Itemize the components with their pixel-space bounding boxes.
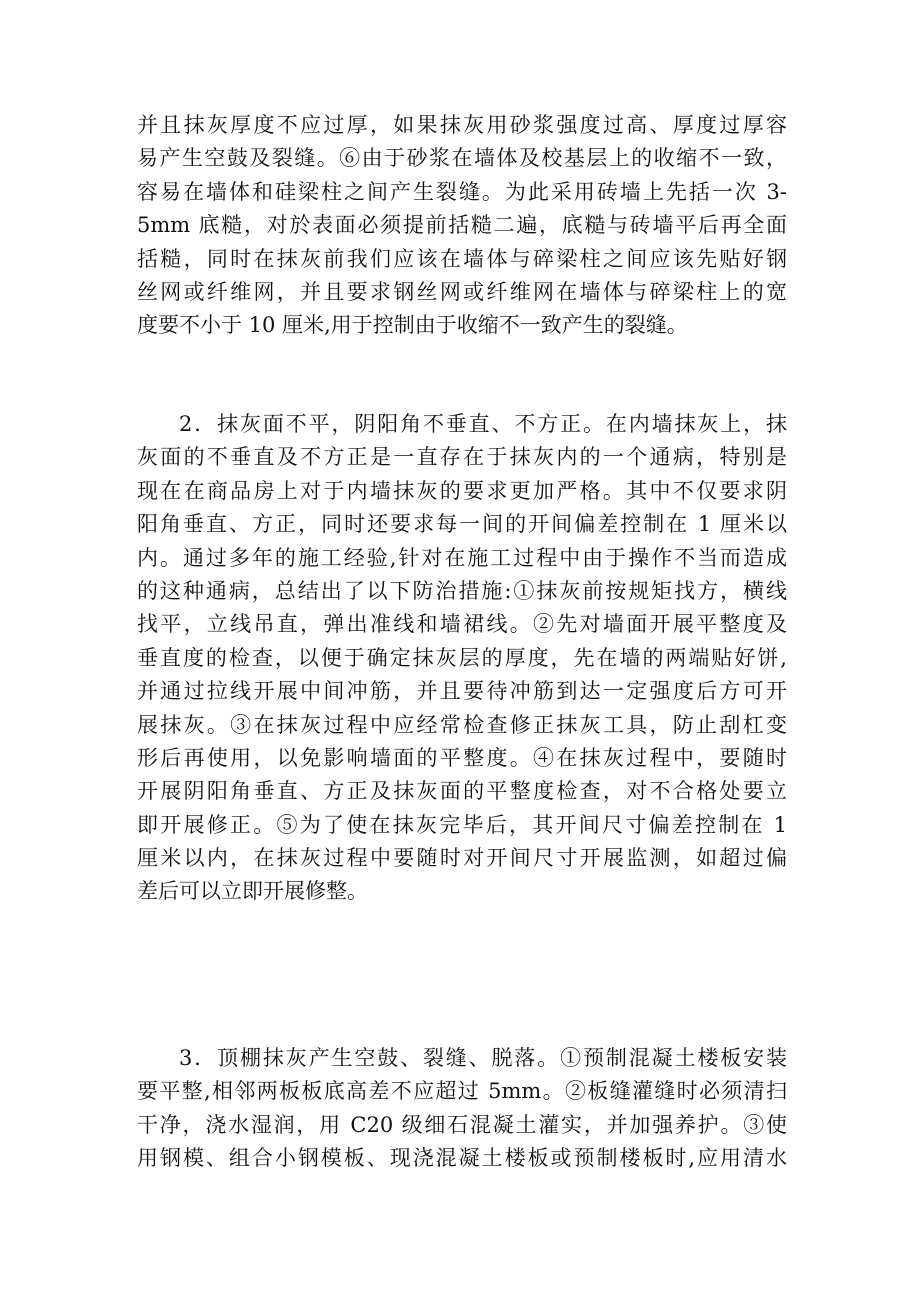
paragraph-1 <box>137 109 787 343</box>
text-line: 厘米以内，在抹灰过程中要随时对开间尺寸开展监测，如超过偏 <box>137 846 787 871</box>
text-line: 现在在商品房上对于内墙抹灰的要求更加严格。其中不仅要求阴 <box>137 478 787 503</box>
text-line: 并且抹灰厚度不应过厚，如果抹灰用砂浆强度过高、厚度过厚容 <box>137 113 787 137</box>
text-line: 即开展修正。⑤为了使在抹灰完毕后，其开间尺寸偏差控制在 1 <box>137 812 787 837</box>
text-line: 括糙，同时在抹灰前我们应该在墙体与碎梁柱之间应该先贴好钢 <box>137 246 787 271</box>
text-line: 丝网或纤维网，并且要求钢丝网或纤维网在墙体与碎梁柱上的宽 <box>137 279 787 304</box>
text-line: 度要不小于 10 厘米,用于控制由于收缩不一致产生的裂缝。 <box>137 313 688 338</box>
text-line: 并通过拉线开展中间冲筋，并且要待冲筋到达一定强度后方可开 <box>137 679 787 704</box>
text-line: 干净，浇水湿润，用 C20 级细石混凝土灌实，并加强养护。③使 <box>137 1112 787 1137</box>
text-line: 开展阴阳角垂直、方正及抹灰面的平整度检查，对不合格处要立 <box>137 779 787 804</box>
text-line: 灰面的不垂直及不方正是一直存在于抹灰内的一个通病，特别是 <box>137 445 787 470</box>
text-line: 差后可以立即开展修整。 <box>137 879 368 904</box>
paragraph-2 <box>137 408 787 909</box>
text-line: 3．顶棚抹灰产生空鼓、裂缝、脱落。①预制混凝土楼板安装 <box>179 1046 787 1070</box>
text-line: 阳角垂直、方正，同时还要求每一间的开间偏差控制在 1 厘米以 <box>137 512 787 537</box>
text-line: 形后再使用，以免影响墙面的平整度。④在抹灰过程中，要随时 <box>137 745 787 770</box>
text-line: 5mm 底糙，对於表面必须提前括糙二遍，底糙与砖墙平后再全面 <box>137 213 787 238</box>
text-line: 内。通过多年的施工经验,针对在施工过程中由于操作不当而造成 <box>137 545 787 570</box>
text-line: 垂直度的检查，以便于确定抹灰层的厚度，先在墙的两端贴好饼, <box>137 645 787 670</box>
text-line: 2．抹灰面不平，阴阳角不垂直、不方正。在内墙抹灰上，抹 <box>179 412 787 436</box>
text-line: 展抹灰。③在抹灰过程中应经常检查修正抹灰工具，防止刮杠变 <box>137 712 787 737</box>
text-line: 易产生空鼓及裂缝。⑥由于砂浆在墙体及校基层上的收缩不一致， <box>137 146 787 171</box>
text-line: 用钢模、组合小钢模板、现浇混凝土楼板或预制楼板时,应用清水 <box>137 1146 787 1171</box>
text-line: 要平整,相邻两板板底高差不应超过 5mm。②板缝灌缝时必须清扫 <box>137 1079 787 1104</box>
paragraph-3 <box>137 1042 787 1176</box>
text-line: 容易在墙体和硅梁柱之间产生裂缝。为此采用砖墙上先括一次 3- <box>137 179 787 204</box>
text-line: 找平，立线吊直，弹出准线和墙裙线。②先对墙面开展平整度及 <box>137 612 787 637</box>
text-line: 的这种通病，总结出了以下防治措施:①抹灰前按规矩找方，横线 <box>137 578 787 603</box>
